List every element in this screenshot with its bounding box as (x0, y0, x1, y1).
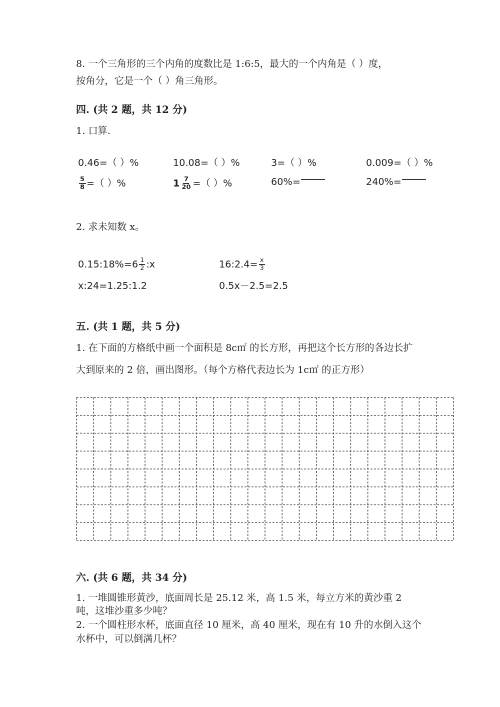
equation-1: 0.15:18%=6 $\frac{1}{2}$ :x (78, 256, 156, 272)
calc-6: 1 $\frac{7}{20}$ =（ ）% (173, 175, 233, 191)
s6-q1-line1: 1. 一堆圆锥形黄沙，底面周长是 25.12 米，高 1.5 米，每立方米的黄沙重 2 (76, 593, 402, 604)
calc-8: 240%= (366, 176, 427, 189)
calc-4: 0.009=（ ）% (366, 158, 433, 169)
equation-2: 16:2.4= $\frac{x}{3}$ (219, 256, 264, 272)
s6-q2-line1: 2. 一个圆柱形水杯，底面直径 10 厘米，高 40 厘米，现在有 10 升的水倒入这个 (76, 620, 422, 631)
calc-7: 60%= (271, 176, 326, 189)
s6-q1-line2: 吨，这堆沙重多少吨？ (76, 606, 172, 617)
section5-title: 五. (共 1 题，共 5 分) (76, 322, 181, 333)
s4-q2-title: 2. 求未知数 x。 (76, 222, 145, 233)
s4-q1-title: 1. 口算. (76, 126, 111, 137)
calc-5: $\frac{5}{8}$ =（ ）% (80, 175, 126, 191)
q8-line1: 8. 一个三角形的三个内角的度数比是 1:6:5，最大的一个内角是（ ）度， (76, 59, 388, 70)
square-grid-paper[interactable] (76, 397, 454, 541)
q8-line2: 按角分，它是一个（ ）角三角形。 (76, 76, 223, 87)
section4-title: 四. (共 2 题，共 12 分) (76, 105, 188, 116)
calc-3: 3=（ ）% (271, 158, 317, 169)
equation-3: x:24=1.25:1.2 (78, 281, 148, 292)
calc-1: 0.46=（ ）% (78, 158, 139, 169)
calc-2: 10.08=（ ）% (173, 158, 240, 169)
s5-line1: 1. 在下面的方格纸中画一个面积是 8c㎡ 的长方形，再把这个长方形的各边长扩 (76, 343, 413, 354)
s5-line2: 大到原来的 2 倍，画出图形。（每个方格代表边长为 1c㎡ 的正方形） (76, 365, 370, 376)
section6-title: 六. (共 6 题，共 34 分) (76, 573, 188, 584)
equation-4: 0.5x－2.5=2.5 (219, 281, 289, 292)
s6-q2-line2: 水杯中，可以倒满几杯？ (76, 634, 182, 645)
